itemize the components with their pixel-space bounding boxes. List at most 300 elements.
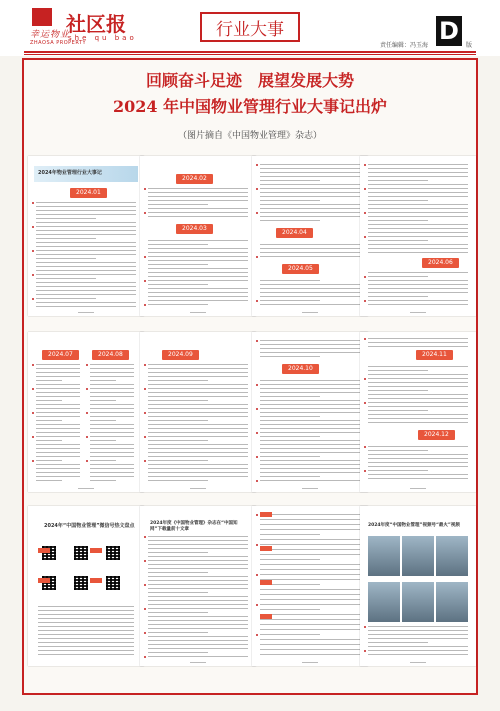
text-line	[148, 396, 248, 397]
ranking-tag	[260, 580, 272, 585]
table-line	[38, 614, 134, 615]
bullet-dot	[256, 300, 258, 302]
text-line	[36, 302, 136, 303]
bullet-dot	[86, 388, 88, 390]
text-line	[148, 644, 248, 645]
text-line	[260, 212, 360, 213]
text-line	[368, 288, 468, 289]
text-line	[260, 356, 320, 357]
table-line	[38, 654, 134, 655]
text-line	[368, 200, 428, 201]
video-thumbnail	[436, 582, 468, 622]
section-title: 行业大事	[200, 12, 300, 42]
month-label: 2024.03	[176, 224, 213, 234]
text-line	[260, 208, 360, 209]
text-line	[368, 450, 428, 451]
paper-name: 社区报	[66, 12, 126, 36]
bullet-dot	[32, 226, 34, 228]
text-line	[260, 400, 360, 401]
text-line	[148, 428, 248, 429]
text-line	[260, 424, 360, 425]
text-line	[148, 608, 248, 609]
text-line	[368, 458, 468, 459]
text-line	[36, 480, 62, 481]
text-line	[260, 220, 320, 221]
text-line	[90, 432, 134, 433]
bullet-dot	[144, 584, 146, 586]
bullet-dot	[86, 412, 88, 414]
table-line	[38, 650, 134, 651]
image-credit: （图片摘自《中国物业管理》杂志）	[177, 131, 322, 141]
text-line	[148, 300, 248, 301]
text-line	[148, 372, 248, 373]
text-line	[368, 390, 428, 391]
text-line	[368, 224, 468, 225]
month-label: 2024.07	[42, 350, 79, 360]
text-line	[260, 172, 360, 173]
text-line	[36, 234, 136, 235]
text-line	[368, 204, 468, 205]
text-line	[368, 292, 468, 293]
ranking-tag	[90, 578, 102, 583]
text-line	[148, 388, 248, 389]
text-line	[368, 466, 468, 467]
text-line	[368, 176, 468, 177]
text-line	[36, 372, 80, 373]
text-line	[148, 536, 248, 537]
text-line	[36, 404, 80, 405]
text-line	[36, 206, 136, 207]
text-line	[90, 404, 134, 405]
qr-code-icon	[74, 576, 88, 590]
text-line	[90, 460, 116, 461]
text-line	[148, 556, 248, 557]
text-line	[148, 480, 208, 481]
text-line	[260, 180, 320, 181]
text-line	[36, 282, 136, 283]
text-line	[260, 404, 360, 405]
bullet-dot	[144, 212, 146, 214]
table-line	[38, 622, 134, 623]
text-line	[148, 216, 248, 217]
edition-word: 版	[466, 42, 473, 49]
text-line	[260, 416, 320, 417]
text-line	[260, 204, 360, 205]
text-line	[368, 212, 468, 213]
text-line	[148, 636, 248, 637]
text-line	[260, 348, 360, 349]
text-line	[260, 448, 360, 449]
page-footer-mark	[302, 662, 318, 663]
text-line	[148, 248, 248, 249]
text-line	[368, 386, 468, 387]
text-line	[260, 476, 320, 477]
text-line	[90, 380, 116, 381]
masthead-rule-thin	[24, 54, 476, 55]
text-line	[260, 344, 360, 345]
text-line	[260, 352, 360, 353]
text-line	[148, 204, 208, 205]
bullet-dot	[144, 188, 146, 190]
bullet-dot	[144, 412, 146, 414]
bullet-dot	[144, 280, 146, 282]
text-line	[148, 592, 208, 593]
text-line	[368, 346, 468, 347]
text-line	[148, 272, 248, 273]
text-line	[260, 480, 360, 481]
text-line	[36, 364, 80, 365]
text-line	[36, 392, 80, 393]
bullet-dot	[32, 436, 34, 438]
text-line	[148, 648, 248, 649]
text-line	[148, 620, 248, 621]
text-line	[260, 594, 360, 595]
text-line	[260, 639, 360, 640]
text-line	[148, 416, 248, 417]
text-line	[148, 208, 248, 209]
text-line	[260, 460, 360, 461]
text-line	[148, 560, 248, 561]
text-line	[36, 246, 136, 247]
text-line	[36, 286, 136, 287]
magazine-page-6	[140, 332, 256, 492]
text-line	[148, 424, 248, 425]
bullet-dot	[144, 608, 146, 610]
text-line	[148, 408, 248, 409]
text-line	[148, 472, 248, 473]
text-line	[36, 294, 136, 295]
text-line	[368, 342, 468, 343]
text-line	[148, 276, 248, 277]
headline-line1: 回顾奋斗足迹 展望发展大势	[145, 71, 354, 90]
month-label: 2024.06	[422, 258, 459, 268]
table-line	[38, 618, 134, 619]
bullet-dot	[256, 514, 258, 516]
magazine-page-8	[360, 332, 476, 492]
magazine-page-1	[28, 156, 144, 316]
text-line	[368, 244, 468, 245]
text-line	[260, 184, 360, 185]
text-line	[260, 392, 360, 393]
text-line	[36, 468, 80, 469]
text-line	[90, 424, 134, 425]
text-line	[36, 238, 96, 239]
text-line	[368, 634, 468, 635]
text-line	[260, 164, 360, 165]
text-line	[148, 612, 208, 613]
text-line	[90, 388, 134, 389]
text-line	[36, 472, 80, 473]
text-line	[36, 222, 136, 223]
text-line	[36, 424, 80, 425]
text-line	[148, 588, 248, 589]
logo-subtitle: ZHAOSA PROPERTY	[30, 40, 87, 46]
text-line	[148, 292, 248, 293]
text-line	[36, 250, 136, 251]
text-line	[148, 600, 248, 601]
text-line	[260, 569, 360, 570]
bullet-dot	[256, 384, 258, 386]
text-line	[36, 218, 96, 219]
bullet-dot	[144, 256, 146, 258]
text-line	[260, 634, 320, 635]
text-line	[148, 280, 248, 281]
text-line	[260, 304, 360, 305]
text-line	[368, 422, 468, 423]
bullet-dot	[364, 188, 366, 190]
text-line	[260, 192, 360, 193]
text-line	[260, 609, 320, 610]
magazine-page-9	[28, 506, 144, 666]
text-line	[148, 476, 248, 477]
text-line	[36, 412, 80, 413]
text-line	[90, 444, 134, 445]
text-line	[260, 534, 320, 535]
text-line	[148, 640, 248, 641]
ranking-tag	[90, 548, 102, 553]
text-line	[368, 236, 468, 237]
text-line	[36, 456, 80, 457]
page-footer-mark	[410, 662, 426, 663]
text-line	[36, 230, 136, 231]
text-line	[260, 288, 360, 289]
text-line	[148, 584, 248, 585]
text-line	[260, 464, 360, 465]
text-line	[148, 548, 248, 549]
text-line	[260, 544, 360, 545]
text-line	[36, 408, 80, 409]
text-line	[368, 418, 468, 419]
text-line	[260, 604, 360, 605]
bullet-dot	[256, 480, 258, 482]
text-line	[148, 440, 208, 441]
text-line	[90, 480, 116, 481]
masthead-rule	[24, 51, 476, 53]
text-line	[368, 188, 468, 189]
bullet-dot	[256, 456, 258, 458]
text-line	[368, 248, 468, 249]
video-thumbnail	[368, 536, 400, 576]
bullet-dot	[32, 298, 34, 300]
text-line	[90, 436, 134, 437]
qr-code-icon	[106, 576, 120, 590]
bullet-dot	[364, 650, 366, 652]
text-line	[260, 624, 360, 625]
text-line	[260, 292, 360, 293]
text-line	[368, 338, 468, 339]
text-line	[368, 414, 468, 415]
text-line	[148, 368, 248, 369]
text-line	[148, 212, 248, 213]
responsible-editor: 责任编辑：冯玉海	[380, 42, 429, 49]
text-line	[36, 242, 136, 243]
text-line	[36, 266, 136, 267]
bullet-dot	[256, 634, 258, 636]
text-line	[36, 476, 80, 477]
text-line	[260, 300, 320, 301]
text-line	[368, 168, 468, 169]
text-line	[36, 258, 96, 259]
text-line	[90, 384, 134, 385]
text-line	[90, 396, 134, 397]
text-line	[148, 444, 248, 445]
text-line	[36, 376, 80, 377]
bullet-dot	[32, 412, 34, 414]
text-line	[368, 184, 468, 185]
text-line	[368, 474, 468, 475]
text-line	[148, 652, 208, 653]
text-line	[36, 210, 136, 211]
bullet-dot	[256, 604, 258, 606]
text-line	[90, 416, 134, 417]
bullet-dot	[364, 338, 366, 340]
bullet-dot	[364, 446, 366, 448]
month-label: 2024.12	[418, 430, 455, 440]
text-line	[368, 406, 468, 407]
page-title: 2024年度《中国物业管理》杂志在“中国知网”下载量前十文章	[150, 521, 238, 532]
table-line	[38, 630, 134, 631]
video-thumbnail	[368, 582, 400, 622]
text-line	[260, 188, 360, 189]
text-line	[368, 654, 468, 655]
text-line	[148, 288, 248, 289]
text-line	[148, 392, 248, 393]
text-line	[368, 304, 468, 305]
magazine-page-5	[28, 332, 144, 492]
text-line	[260, 599, 360, 600]
page-footer-mark	[190, 662, 206, 663]
text-line	[260, 200, 320, 201]
text-line	[368, 296, 428, 297]
text-line	[260, 384, 360, 385]
text-line	[260, 388, 360, 389]
text-line	[148, 572, 208, 573]
qr-code-icon	[74, 546, 88, 560]
page-footer-mark	[302, 312, 318, 313]
bullet-dot	[256, 256, 258, 258]
text-line	[368, 470, 428, 471]
text-line	[90, 368, 134, 369]
text-line	[148, 376, 248, 377]
text-line	[148, 264, 208, 265]
text-line	[368, 192, 468, 193]
text-line	[148, 188, 248, 189]
text-line	[260, 296, 360, 297]
page-footer-mark	[190, 312, 206, 313]
text-line	[260, 432, 360, 433]
text-line	[148, 656, 248, 657]
text-line	[368, 220, 428, 221]
text-line	[260, 256, 360, 257]
bullet-dot	[364, 300, 366, 302]
text-line	[148, 604, 248, 605]
text-line	[368, 394, 468, 395]
text-line	[260, 472, 360, 473]
text-line	[90, 392, 134, 393]
bullet-dot	[364, 236, 366, 238]
text-line	[260, 529, 360, 530]
text-line	[90, 412, 134, 413]
text-line	[148, 448, 248, 449]
text-line	[36, 214, 136, 215]
text-line	[368, 626, 468, 627]
headline-line2: 2024 年中国物业管理行业大事记出炉	[112, 97, 388, 116]
text-line	[90, 428, 134, 429]
text-line	[90, 472, 134, 473]
text-line	[148, 252, 248, 253]
text-line	[260, 549, 360, 550]
bullet-dot	[144, 536, 146, 538]
bullet-dot	[364, 212, 366, 214]
text-line	[148, 380, 208, 381]
text-line	[36, 202, 136, 203]
text-line	[148, 436, 248, 437]
bullet-dot	[86, 460, 88, 462]
text-line	[90, 476, 134, 477]
text-line	[260, 280, 320, 281]
text-line	[148, 632, 208, 633]
text-line	[260, 168, 360, 169]
bullet-dot	[256, 164, 258, 166]
text-line	[260, 380, 360, 381]
bullet-dot	[144, 656, 146, 658]
magazine-page-7	[252, 332, 368, 492]
text-line	[90, 440, 116, 441]
magazine-page-11	[252, 506, 368, 666]
text-line	[148, 420, 208, 421]
text-line	[90, 408, 134, 409]
text-line	[148, 568, 248, 569]
magazine-page-3	[252, 156, 368, 316]
text-line	[90, 452, 134, 453]
text-line	[148, 400, 208, 401]
text-line	[260, 654, 360, 655]
text-line	[148, 240, 248, 241]
text-line	[148, 196, 248, 197]
table-line	[38, 634, 134, 635]
text-line	[148, 192, 248, 193]
ranking-tag	[260, 614, 272, 619]
magazine-page-2	[140, 156, 256, 316]
page-title: 2024年物业管理行业大事记	[38, 170, 102, 176]
bullet-dot	[144, 436, 146, 438]
text-line	[260, 644, 360, 645]
text-line	[148, 564, 248, 565]
text-line	[368, 208, 468, 209]
text-line	[260, 524, 360, 525]
text-line	[368, 378, 468, 379]
text-line	[90, 376, 134, 377]
text-line	[148, 412, 248, 413]
ranking-tag	[38, 548, 50, 553]
text-line	[260, 452, 360, 453]
text-line	[90, 364, 134, 365]
text-line	[36, 380, 62, 381]
magazine-page-10	[140, 506, 256, 666]
text-line	[148, 452, 248, 453]
bullet-dot	[256, 212, 258, 214]
text-line	[36, 254, 136, 255]
text-line	[148, 404, 248, 405]
bullet-dot	[86, 436, 88, 438]
table-line	[38, 642, 134, 643]
text-line	[36, 290, 136, 291]
text-line	[90, 448, 134, 449]
page-footer-mark	[410, 488, 426, 489]
text-line	[368, 172, 468, 173]
text-line	[368, 252, 468, 253]
text-line	[36, 420, 62, 421]
